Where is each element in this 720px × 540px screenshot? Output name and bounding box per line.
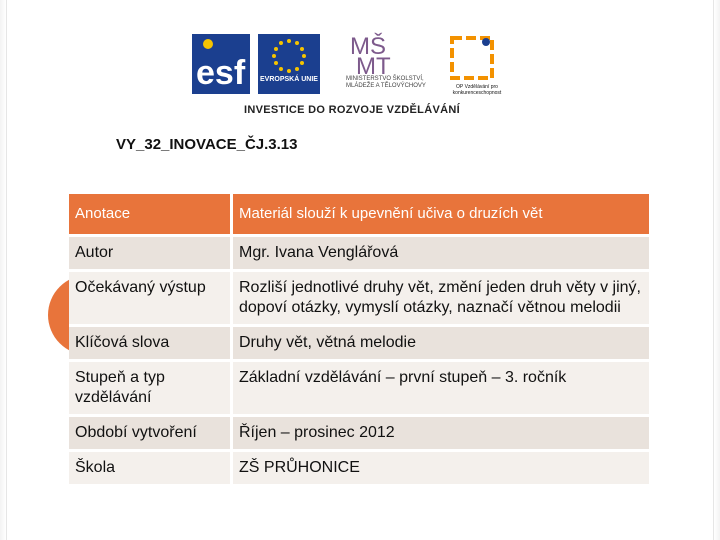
row-label: Klíčová slova [69,327,233,362]
table-row [69,452,649,487]
logo-strip [186,28,518,122]
msmt-logo [350,32,391,80]
row-value: Druhy vět, větná melodie [233,327,649,362]
left-frame-border [0,0,7,540]
row-value: Rozliší jednotlivé druhy vět, změní jeden druh věty v jiný, dopoví otázky, vymyslí otázky, naznačí větnou melodii [233,272,649,327]
table-row [69,237,649,272]
svg-text:MT: MT [356,53,391,80]
table-row [69,272,649,327]
row-label: Očekávaný výstup [69,272,233,327]
right-frame-border [713,0,720,540]
row-value: ZŠ PRŮHONICE [233,452,649,487]
row-value: Materiál slouží k upevnění učiva o druzích vět [233,194,649,237]
row-label: Stupeň a typ vzdělávání [69,362,233,417]
logo-caption: INVESTICE DO ROZVOJE VZDĚLÁVÁNÍ [244,104,460,116]
table-row [69,327,649,362]
row-value: Říjen – prosinec 2012 [233,417,649,452]
table-row [69,362,649,417]
metadata-table [69,194,649,487]
row-value: Mgr. Ivana Venglářová [233,237,649,272]
op-label: OP Vzdělávání pro konkurenceschopnost [452,84,502,96]
row-label: Škola [69,452,233,487]
op-logo [452,38,492,78]
row-label: Anotace [69,194,233,237]
row-label: Období vytvoření [69,417,233,452]
eu-flag-logo [258,34,320,94]
eu-label: EVROPSKÁ UNIE [260,76,318,83]
svg-text:MŠ: MŠ [350,33,386,60]
table-row [69,417,649,452]
document-code: VY_32_INOVACE_ČJ.3.13 [116,136,298,153]
row-value: Základní vzdělávání – první stupeň – 3. ročník [233,362,649,417]
table-row [69,194,649,237]
svg-text:esf: esf [196,54,246,92]
msmt-label: MINISTERSTVO ŠKOLSTVÍ, MLÁDEŽE A TĚLOVÝCHOVY [346,76,426,89]
row-label: Autor [69,237,233,272]
